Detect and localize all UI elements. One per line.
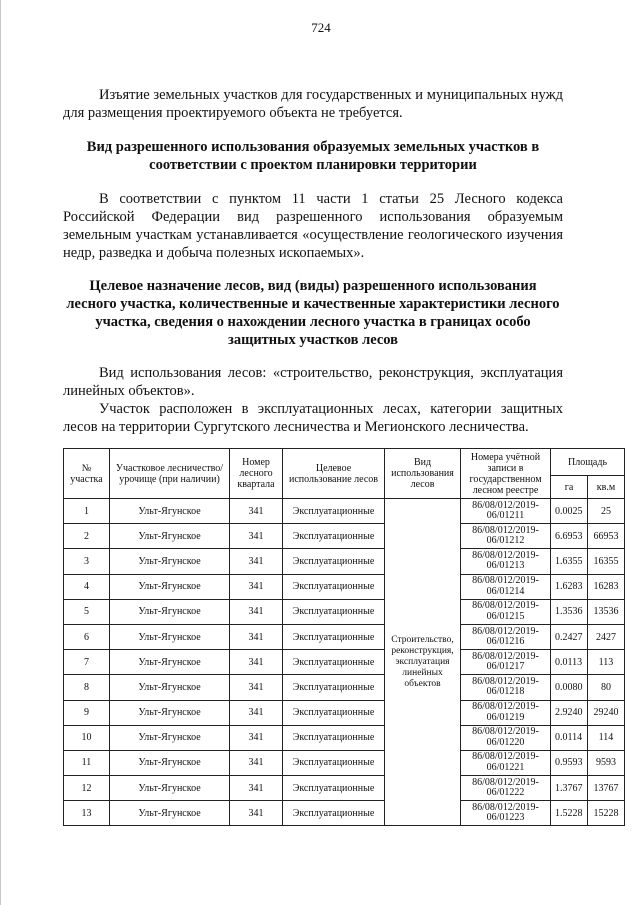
cell-area-ha: 6.6953 — [551, 524, 588, 549]
cell-purpose: Эксплуатационные — [283, 650, 385, 675]
cell-quarter: 341 — [230, 675, 283, 700]
cell-quarter: 341 — [230, 524, 283, 549]
cell-forestry: Ульт-Ягунское — [110, 700, 230, 725]
cell-quarter: 341 — [230, 700, 283, 725]
cell-purpose: Эксплуатационные — [283, 549, 385, 574]
cell-forestry: Ульт-Ягунское — [110, 499, 230, 524]
cell-purpose: Эксплуатационные — [283, 499, 385, 524]
cell-area-sqm: 9593 — [588, 750, 625, 775]
cell-quarter: 341 — [230, 574, 283, 599]
cell-number: 6 — [64, 624, 110, 649]
cell-area-ha: 0.0113 — [551, 650, 588, 675]
table-row — [64, 524, 625, 549]
table-row — [64, 499, 625, 524]
cell-area-sqm: 15228 — [588, 801, 625, 826]
cell-registry: 86/08/012/2019-06/01216 — [461, 624, 551, 649]
cell-area-sqm: 16355 — [588, 549, 625, 574]
cell-area-sqm: 114 — [588, 725, 625, 750]
cell-quarter: 341 — [230, 650, 283, 675]
header-area-sqm: кв.м — [588, 476, 625, 499]
cell-forestry: Ульт-Ягунское — [110, 725, 230, 750]
cell-area-ha: 1.6283 — [551, 574, 588, 599]
cell-purpose: Эксплуатационные — [283, 574, 385, 599]
cell-forestry: Ульт-Ягунское — [110, 776, 230, 801]
cell-area-ha: 1.5228 — [551, 801, 588, 826]
cell-registry: 86/08/012/2019-06/01215 — [461, 599, 551, 624]
table-row — [64, 750, 625, 775]
header-area-ha: га — [551, 476, 588, 499]
cell-forestry: Ульт-Ягунское — [110, 524, 230, 549]
cell-purpose: Эксплуатационные — [283, 801, 385, 826]
cell-forestry: Ульт-Ягунское — [110, 549, 230, 574]
cell-area-ha: 0.9593 — [551, 750, 588, 775]
header-number: № участка — [64, 449, 110, 499]
cell-area-sqm: 2427 — [588, 624, 625, 649]
cell-quarter: 341 — [230, 776, 283, 801]
paragraph-forest-location: Участок расположен в эксплуатационных лесах, категории защитных лесов на территории Сургутского лесничества и Мегионского лесничества. — [63, 401, 563, 435]
table-row — [64, 549, 625, 574]
cell-registry: 86/08/012/2019-06/01211 — [461, 499, 551, 524]
cell-area-ha: 1.6355 — [551, 549, 588, 574]
cell-number: 4 — [64, 574, 110, 599]
table-row — [64, 599, 625, 624]
table-row — [64, 574, 625, 599]
header-area: Площадь — [551, 449, 625, 476]
header-registry: Номера учётной записи в государственном лесном реестре — [461, 449, 551, 499]
cell-forestry: Ульт-Ягунское — [110, 675, 230, 700]
cell-area-sqm: 80 — [588, 675, 625, 700]
cell-forestry: Ульт-Ягунское — [110, 624, 230, 649]
table-row — [64, 776, 625, 801]
header-usage-type: Вид использования лесов — [385, 449, 461, 499]
cell-area-sqm: 25 — [588, 499, 625, 524]
cell-purpose: Эксплуатационные — [283, 750, 385, 775]
cell-forestry: Ульт-Ягунское — [110, 574, 230, 599]
cell-registry: 86/08/012/2019-06/01223 — [461, 801, 551, 826]
cell-quarter: 341 — [230, 624, 283, 649]
header-quarter: Номер лесного квартала — [230, 449, 283, 499]
cell-area-ha: 2.9240 — [551, 700, 588, 725]
header-purpose: Целевое использование лесов — [283, 449, 385, 499]
paragraph-land-seizure: Изъятие земельных участков для государственных и муниципальных нужд для размещения проектируемого объекта не требуется. — [63, 87, 563, 121]
table-row — [64, 624, 625, 649]
cell-number: 5 — [64, 599, 110, 624]
cell-registry: 86/08/012/2019-06/01214 — [461, 574, 551, 599]
cell-forestry: Ульт-Ягунское — [110, 650, 230, 675]
cell-purpose: Эксплуатационные — [283, 700, 385, 725]
cell-registry: 86/08/012/2019-06/01219 — [461, 700, 551, 725]
cell-number: 8 — [64, 675, 110, 700]
heading-permitted-use: Вид разрешенного использования образуемых земельных участков в соответствии с проектом планировки территории — [86, 139, 540, 173]
table-body — [64, 499, 625, 826]
cell-number: 10 — [64, 725, 110, 750]
cell-quarter: 341 — [230, 549, 283, 574]
cell-number: 9 — [64, 700, 110, 725]
cell-number: 11 — [64, 750, 110, 775]
table-row — [64, 725, 625, 750]
cell-purpose: Эксплуатационные — [283, 725, 385, 750]
heading-forest-purpose: Целевое назначение лесов, вид (виды) разрешенного использования лесного участка, количественные и качественные характеристики лесного участка, сведения о нахождении лесного участка в границах особо защитных участков лесов — [66, 278, 560, 348]
cell-usage-type: Строительство, реконструкция, эксплуатация линейных объектов — [385, 499, 461, 826]
cell-quarter: 341 — [230, 725, 283, 750]
cell-registry: 86/08/012/2019-06/01213 — [461, 549, 551, 574]
cell-registry: 86/08/012/2019-06/01220 — [461, 725, 551, 750]
cell-area-ha: 0.0025 — [551, 499, 588, 524]
cell-registry: 86/08/012/2019-06/01218 — [461, 675, 551, 700]
cell-area-ha: 1.3767 — [551, 776, 588, 801]
header-forestry: Участковое лесничество/урочище (при наличии) — [110, 449, 230, 499]
cell-registry: 86/08/012/2019-06/01217 — [461, 650, 551, 675]
cell-quarter: 341 — [230, 801, 283, 826]
cell-purpose: Эксплуатационные — [283, 675, 385, 700]
cell-number: 1 — [64, 499, 110, 524]
cell-purpose: Эксплуатационные — [283, 624, 385, 649]
cell-purpose: Эксплуатационные — [283, 524, 385, 549]
cell-number: 3 — [64, 549, 110, 574]
table-row — [64, 801, 625, 826]
cell-area-ha: 0.0114 — [551, 725, 588, 750]
cell-registry: 86/08/012/2019-06/01222 — [461, 776, 551, 801]
cell-area-sqm: 29240 — [588, 700, 625, 725]
cell-forestry: Ульт-Ягунское — [110, 599, 230, 624]
cell-number: 13 — [64, 801, 110, 826]
paragraph-forest-code: В соответствии с пунктом 11 части 1 статьи 25 Лесного кодекса Российской Федерации вид разрешенного использования образуемым земельным участкам устанавливается «осуществление геологического изучения недр, разведка и добыча полезных ископаемых». — [63, 191, 563, 261]
cell-forestry: Ульт-Ягунское — [110, 750, 230, 775]
table-row — [64, 675, 625, 700]
table-row — [64, 700, 625, 725]
cell-area-ha: 0.2427 — [551, 624, 588, 649]
table-header-row — [64, 449, 625, 476]
cell-area-sqm: 16283 — [588, 574, 625, 599]
cell-area-sqm: 13767 — [588, 776, 625, 801]
table-row — [64, 650, 625, 675]
page-number: 724 — [311, 20, 331, 35]
cell-area-sqm: 13536 — [588, 599, 625, 624]
cell-number: 12 — [64, 776, 110, 801]
cell-purpose: Эксплуатационные — [283, 776, 385, 801]
cell-number: 2 — [64, 524, 110, 549]
cell-forestry: Ульт-Ягунское — [110, 801, 230, 826]
cell-number: 7 — [64, 650, 110, 675]
cell-purpose: Эксплуатационные — [283, 599, 385, 624]
paragraph-forest-usage: Вид использования лесов: «строительство, реконструкция, эксплуатация линейных объектов». — [63, 365, 563, 399]
cell-area-ha: 0.0080 — [551, 675, 588, 700]
cell-quarter: 341 — [230, 499, 283, 524]
cell-quarter: 341 — [230, 750, 283, 775]
cell-area-ha: 1.3536 — [551, 599, 588, 624]
cell-area-sqm: 113 — [588, 650, 625, 675]
cell-quarter: 341 — [230, 599, 283, 624]
forest-plots-table — [63, 448, 625, 826]
cell-registry: 86/08/012/2019-06/01212 — [461, 524, 551, 549]
cell-registry: 86/08/012/2019-06/01221 — [461, 750, 551, 775]
cell-area-sqm: 66953 — [588, 524, 625, 549]
